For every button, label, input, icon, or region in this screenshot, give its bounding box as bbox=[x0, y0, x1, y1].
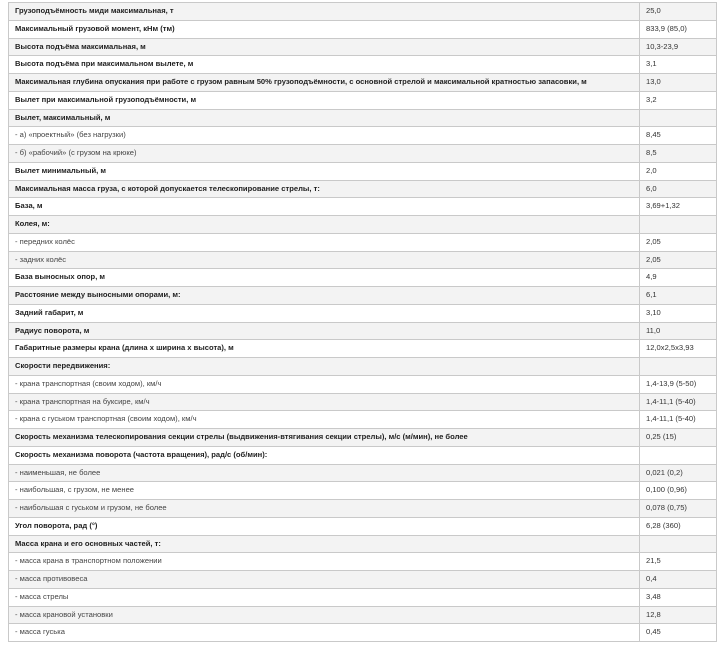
spec-parameter-label: Угол поворота, рад (°) bbox=[9, 517, 640, 535]
spec-parameter-label: - наибольшая с гуськом и грузом, не более bbox=[9, 500, 640, 518]
spec-parameter-value: 1,4-13,9 (5-50) bbox=[640, 375, 717, 393]
spec-parameter-value bbox=[640, 535, 717, 553]
spec-row bbox=[9, 269, 717, 287]
spec-parameter-value: 3,2 bbox=[640, 91, 717, 109]
spec-parameter-value: 1,4-11,1 (5-40) bbox=[640, 411, 717, 429]
spec-parameter-label: Колея, м: bbox=[9, 216, 640, 234]
spec-row bbox=[9, 216, 717, 234]
spec-parameter-label: Скорость механизма поворота (частота вращения), рад/с (об/мин): bbox=[9, 446, 640, 464]
spec-row bbox=[9, 180, 717, 198]
spec-parameter-label: Вылет при максимальной грузоподъёмности, м bbox=[9, 91, 640, 109]
spec-row bbox=[9, 3, 717, 21]
spec-parameter-value: 833,9 (85,0) bbox=[640, 20, 717, 38]
spec-parameter-label: Максимальный грузовой момент, кНм (тм) bbox=[9, 20, 640, 38]
spec-parameter-value: 11,0 bbox=[640, 322, 717, 340]
spec-parameter-label: - наименьшая, не более bbox=[9, 464, 640, 482]
spec-row bbox=[9, 287, 717, 305]
spec-row bbox=[9, 340, 717, 358]
spec-parameter-value: 3,69+1,32 bbox=[640, 198, 717, 216]
spec-row bbox=[9, 358, 717, 376]
spec-parameter-label: - масса гуська bbox=[9, 624, 640, 642]
spec-row bbox=[9, 109, 717, 127]
spec-row bbox=[9, 198, 717, 216]
spec-row bbox=[9, 127, 717, 145]
spec-parameter-value: 0,021 (0,2) bbox=[640, 464, 717, 482]
spec-parameter-value: 12,0х2,5х3,93 bbox=[640, 340, 717, 358]
spec-row bbox=[9, 38, 717, 56]
spec-parameter-label: Вылет, максимальный, м bbox=[9, 109, 640, 127]
spec-parameter-label: - масса стрелы bbox=[9, 588, 640, 606]
spec-row bbox=[9, 91, 717, 109]
spec-parameter-label: Масса крана и его основных частей, т: bbox=[9, 535, 640, 553]
spec-parameter-label: Максимальная глубина опускания при работе с грузом равным 50% грузоподъёмности, с основной стрелой и максимальной кратностью запасовки, м bbox=[9, 74, 640, 92]
spec-row bbox=[9, 517, 717, 535]
spec-row bbox=[9, 464, 717, 482]
spec-parameter-value: 8,45 bbox=[640, 127, 717, 145]
spec-parameter-label: База выносных опор, м bbox=[9, 269, 640, 287]
spec-row bbox=[9, 588, 717, 606]
spec-parameter-label: Скорости передвижения: bbox=[9, 358, 640, 376]
spec-parameter-value: 8,5 bbox=[640, 145, 717, 163]
spec-parameter-label: - крана транспортная на буксире, км/ч bbox=[9, 393, 640, 411]
spec-parameter-value: 6,0 bbox=[640, 180, 717, 198]
spec-parameter-value: 25,0 bbox=[640, 3, 717, 21]
spec-parameter-value: 2,0 bbox=[640, 162, 717, 180]
spec-parameter-value: 1,4-11,1 (5-40) bbox=[640, 393, 717, 411]
spec-parameter-value: 13,0 bbox=[640, 74, 717, 92]
spec-parameter-label: Скорость механизма телескопирования секции стрелы (выдвижения-втягивания секции стрелы), м/с (м/мин), не более bbox=[9, 429, 640, 447]
spec-parameter-value bbox=[640, 216, 717, 234]
spec-row bbox=[9, 624, 717, 642]
spec-parameter-label: - крана транспортная (своим ходом), км/ч bbox=[9, 375, 640, 393]
spec-row bbox=[9, 535, 717, 553]
spec-row bbox=[9, 56, 717, 74]
spec-parameter-label: - наибольшая, с грузом, не менее bbox=[9, 482, 640, 500]
spec-row bbox=[9, 322, 717, 340]
spec-parameter-value bbox=[640, 109, 717, 127]
spec-row bbox=[9, 233, 717, 251]
spec-parameter-value: 6,28 (360) bbox=[640, 517, 717, 535]
spec-parameter-value: 2,05 bbox=[640, 251, 717, 269]
spec-parameter-label: - масса крана в транспортном положении bbox=[9, 553, 640, 571]
spec-parameter-value: 0,078 (0,75) bbox=[640, 500, 717, 518]
spec-row bbox=[9, 74, 717, 92]
spec-parameter-label: Грузоподъёмность миди максимальная, т bbox=[9, 3, 640, 21]
spec-parameter-value bbox=[640, 358, 717, 376]
spec-parameter-value: 6,1 bbox=[640, 287, 717, 305]
spec-row bbox=[9, 500, 717, 518]
spec-parameter-value: 0,25 (15) bbox=[640, 429, 717, 447]
spec-parameter-label: Габаритные размеры крана (длина х ширина х высота), м bbox=[9, 340, 640, 358]
spec-parameter-label: - задних колёс bbox=[9, 251, 640, 269]
spec-parameter-label: - б) «рабочий» (с грузом на крюке) bbox=[9, 145, 640, 163]
spec-parameter-label: Высота подъёма максимальная, м bbox=[9, 38, 640, 56]
spec-row bbox=[9, 145, 717, 163]
spec-row bbox=[9, 429, 717, 447]
spec-row bbox=[9, 251, 717, 269]
spec-parameter-value: 3,10 bbox=[640, 304, 717, 322]
spec-parameter-value: 0,4 bbox=[640, 571, 717, 589]
spec-parameter-value: 21,5 bbox=[640, 553, 717, 571]
spec-parameter-value: 3,48 bbox=[640, 588, 717, 606]
spec-parameter-value: 10,3-23,9 bbox=[640, 38, 717, 56]
spec-parameter-value: 12,8 bbox=[640, 606, 717, 624]
spec-parameter-label: Максимальная масса груза, с которой допускается телескопирование стрелы, т: bbox=[9, 180, 640, 198]
spec-parameter-value: 4,9 bbox=[640, 269, 717, 287]
spec-row bbox=[9, 606, 717, 624]
spec-row bbox=[9, 162, 717, 180]
spec-row bbox=[9, 446, 717, 464]
spec-parameter-value: 2,05 bbox=[640, 233, 717, 251]
spec-parameter-value bbox=[640, 446, 717, 464]
spec-row bbox=[9, 482, 717, 500]
spec-parameter-label: Вылет минимальный, м bbox=[9, 162, 640, 180]
spec-row bbox=[9, 553, 717, 571]
spec-parameter-value: 0,45 bbox=[640, 624, 717, 642]
specifications-table-body bbox=[9, 3, 717, 642]
crane-specifications-table bbox=[8, 2, 717, 642]
spec-parameter-label: Радиус поворота, м bbox=[9, 322, 640, 340]
spec-row bbox=[9, 411, 717, 429]
spec-parameter-label: - масса противовеса bbox=[9, 571, 640, 589]
spec-parameter-label: - крана с гуськом транспортная (своим ходом), км/ч bbox=[9, 411, 640, 429]
spec-parameter-label: - а) «проектный» (без нагрузки) bbox=[9, 127, 640, 145]
spec-row bbox=[9, 375, 717, 393]
spec-parameter-value: 0,100 (0,96) bbox=[640, 482, 717, 500]
spec-parameter-value: 3,1 bbox=[640, 56, 717, 74]
spec-row bbox=[9, 20, 717, 38]
spec-parameter-label: - масса крановой установки bbox=[9, 606, 640, 624]
spec-row bbox=[9, 393, 717, 411]
spec-parameter-label: Расстояние между выносными опорами, м: bbox=[9, 287, 640, 305]
spec-parameter-label: - передних колёс bbox=[9, 233, 640, 251]
spec-parameter-label: Высота подъёма при максимальном вылете, м bbox=[9, 56, 640, 74]
spec-row bbox=[9, 571, 717, 589]
spec-parameter-label: База, м bbox=[9, 198, 640, 216]
spec-row bbox=[9, 304, 717, 322]
spec-parameter-label: Задний габарит, м bbox=[9, 304, 640, 322]
